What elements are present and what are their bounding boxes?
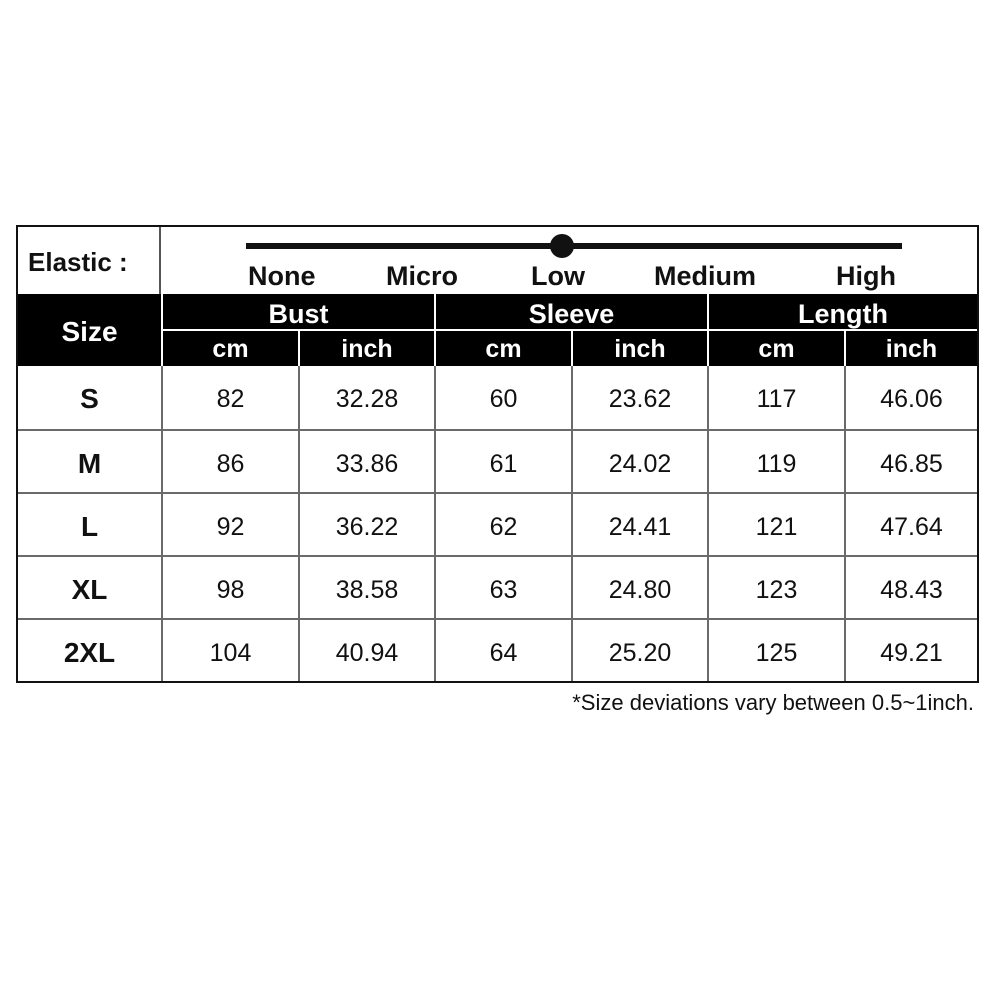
- elastic-option-medium: Medium: [654, 261, 757, 291]
- length-inch-cell: 47.64: [880, 513, 943, 541]
- table-row: [18, 494, 977, 557]
- sleeve-cm-header: cm: [485, 335, 522, 363]
- bust-cm-header: cm: [212, 335, 249, 363]
- elastic-option-micro: Micro: [386, 261, 459, 291]
- length-cm-cell: 119: [756, 450, 797, 478]
- elastic-option-low: Low: [531, 261, 585, 291]
- bust-cm-cell: 86: [216, 450, 245, 478]
- sleeve-inch-header: inch: [614, 335, 666, 363]
- size-cell: M: [77, 448, 102, 479]
- size-cell: S: [80, 383, 99, 414]
- table-header: [18, 294, 977, 366]
- sleeve-cm-cell: 64: [489, 639, 518, 667]
- size-cell: 2XL: [63, 637, 116, 668]
- bust-cm-cell: 98: [216, 576, 245, 604]
- size-chart: [16, 225, 979, 683]
- length-cm-cell: 117: [756, 385, 797, 413]
- size-cell: L: [80, 511, 99, 542]
- elastic-option-none: None: [248, 261, 316, 291]
- size-deviation-note: *Size deviations vary between 0.5~1inch.: [572, 690, 974, 715]
- sleeve-inch-cell: 25.20: [608, 639, 672, 667]
- length-inch-cell: 46.06: [880, 385, 943, 413]
- length-inch-cell: 46.85: [880, 450, 943, 478]
- bust-cm-cell: 104: [209, 639, 252, 667]
- table-row: [18, 557, 977, 620]
- length-header: Length: [798, 299, 888, 329]
- length-inch-cell: 49.21: [880, 639, 943, 667]
- sleeve-inch-cell: 24.02: [608, 450, 672, 478]
- sleeve-cm-cell: 63: [489, 576, 518, 604]
- bust-inch-cell: 32.28: [335, 385, 399, 413]
- sleeve-cm-cell: 61: [489, 450, 518, 478]
- length-cm-cell: 123: [755, 576, 798, 604]
- size-cell: XL: [71, 574, 108, 605]
- sleeve-cm-cell: 60: [489, 385, 518, 413]
- bust-inch-cell: 36.22: [335, 513, 399, 541]
- length-cm-cell: 125: [755, 639, 798, 667]
- bust-cm-cell: 92: [216, 513, 245, 541]
- table-row: [18, 431, 977, 494]
- length-inch-cell: 48.43: [880, 576, 943, 604]
- bust-header: Bust: [268, 299, 329, 329]
- sleeve-inch-cell: 24.80: [608, 576, 672, 604]
- bust-inch-cell: 33.86: [335, 450, 399, 478]
- elastic-option-high: High: [836, 261, 896, 291]
- bust-cm-cell: 82: [216, 385, 245, 413]
- sleeve-inch-cell: 24.41: [608, 513, 672, 541]
- bust-inch-header: inch: [341, 335, 393, 363]
- elastic-scale-line: [246, 243, 902, 249]
- sleeve-cm-cell: 62: [489, 513, 518, 541]
- table-row: [18, 366, 977, 429]
- elastic-label: Elastic :: [18, 227, 161, 294]
- length-cm-header: cm: [758, 335, 795, 363]
- size-column-header: Size: [61, 316, 118, 347]
- length-inch-header: inch: [885, 335, 938, 363]
- length-cm-cell: 121: [755, 513, 798, 541]
- elastic-row: [18, 227, 977, 294]
- sleeve-header: Sleeve: [528, 299, 615, 329]
- sleeve-inch-cell: 23.62: [608, 385, 672, 413]
- bust-inch-cell: 38.58: [335, 576, 399, 604]
- bust-inch-cell: 40.94: [335, 639, 399, 667]
- elastic-selected-marker: [550, 234, 574, 258]
- table-row: [18, 620, 977, 683]
